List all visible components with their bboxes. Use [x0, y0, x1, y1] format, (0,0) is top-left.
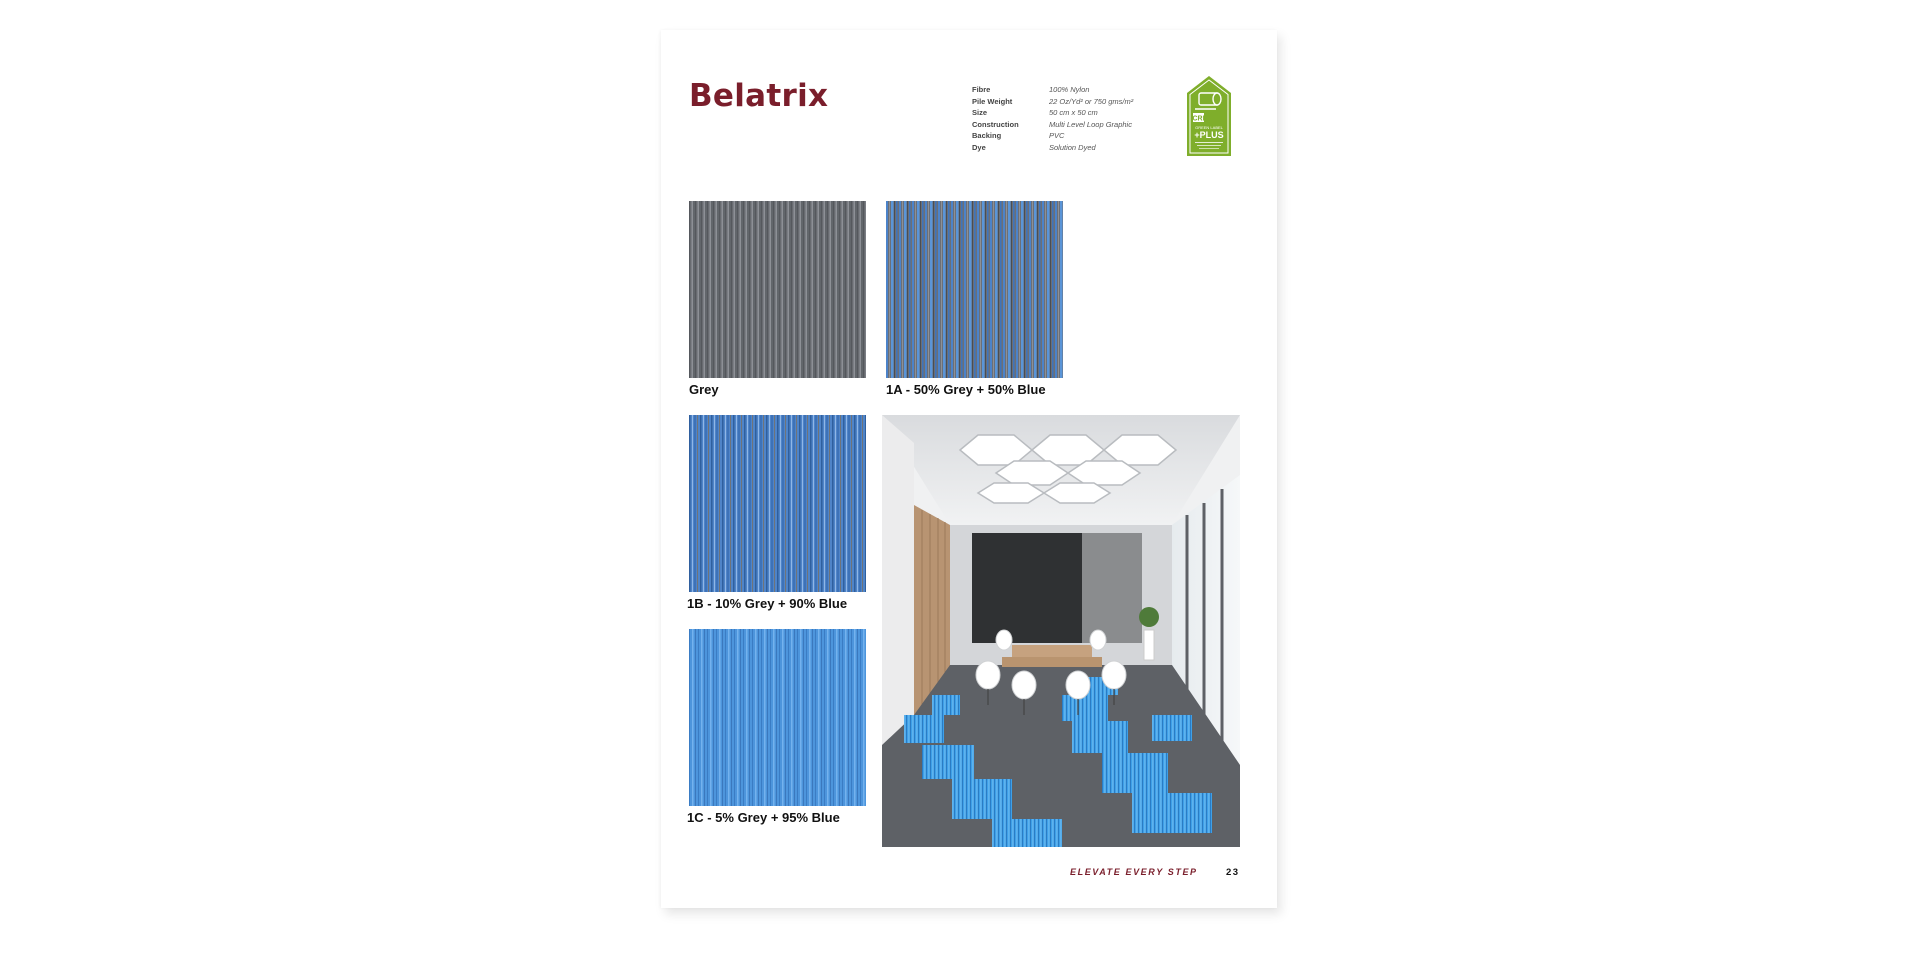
spec-label: Construction [972, 119, 1019, 129]
swatch-label: 1B - 10% Grey + 90% Blue [687, 596, 848, 611]
spec-value: PVC [1049, 131, 1065, 141]
swatch-1a [886, 201, 1063, 378]
cri-green-label-plus-logo [1186, 75, 1232, 157]
spec-value: Multi Level Loop Graphic [1049, 119, 1132, 129]
spec-label: Pile Weight [972, 96, 1013, 106]
page-number: 23 [1226, 867, 1240, 878]
spec-label: Dye [972, 142, 986, 152]
office-room-photo [882, 415, 1240, 847]
spec-row [972, 107, 1133, 119]
swatch-label: Grey [689, 382, 719, 397]
spec-label: Fibre [972, 85, 991, 94]
spec-row [972, 130, 1133, 142]
spec-table [972, 84, 1133, 154]
swatch-1b [689, 415, 866, 592]
product-title: Belatrix [689, 78, 829, 114]
spec-value: Solution Dyed [1049, 142, 1096, 152]
spec-value: 50 cm x 50 cm [1049, 108, 1098, 118]
spec-row [972, 119, 1133, 131]
swatch-label: 1C - 5% Grey + 95% Blue [687, 810, 840, 825]
svg-text:CRI: CRI [1192, 115, 1205, 123]
svg-text:+PLUS: +PLUS [1194, 130, 1224, 140]
swatch-label: 1A - 50% Grey + 50% Blue [886, 382, 1046, 397]
swatch-1c [689, 629, 866, 806]
spec-value: 22 Oz/Yd² or 750 gms/m² [1049, 96, 1134, 106]
spec-row [972, 96, 1133, 108]
spec-label: Backing [972, 131, 1002, 141]
svg-text:GREEN LABEL: GREEN LABEL [1195, 125, 1223, 130]
spec-value: 100% Nylon [1049, 85, 1090, 94]
catalog-page [661, 30, 1277, 908]
spec-label: Size [972, 108, 988, 118]
footer-tagline: ELEVATE EVERY STEP [1070, 867, 1198, 877]
swatch-grey [689, 201, 866, 378]
spec-row [972, 84, 1133, 96]
spec-row [972, 142, 1133, 154]
